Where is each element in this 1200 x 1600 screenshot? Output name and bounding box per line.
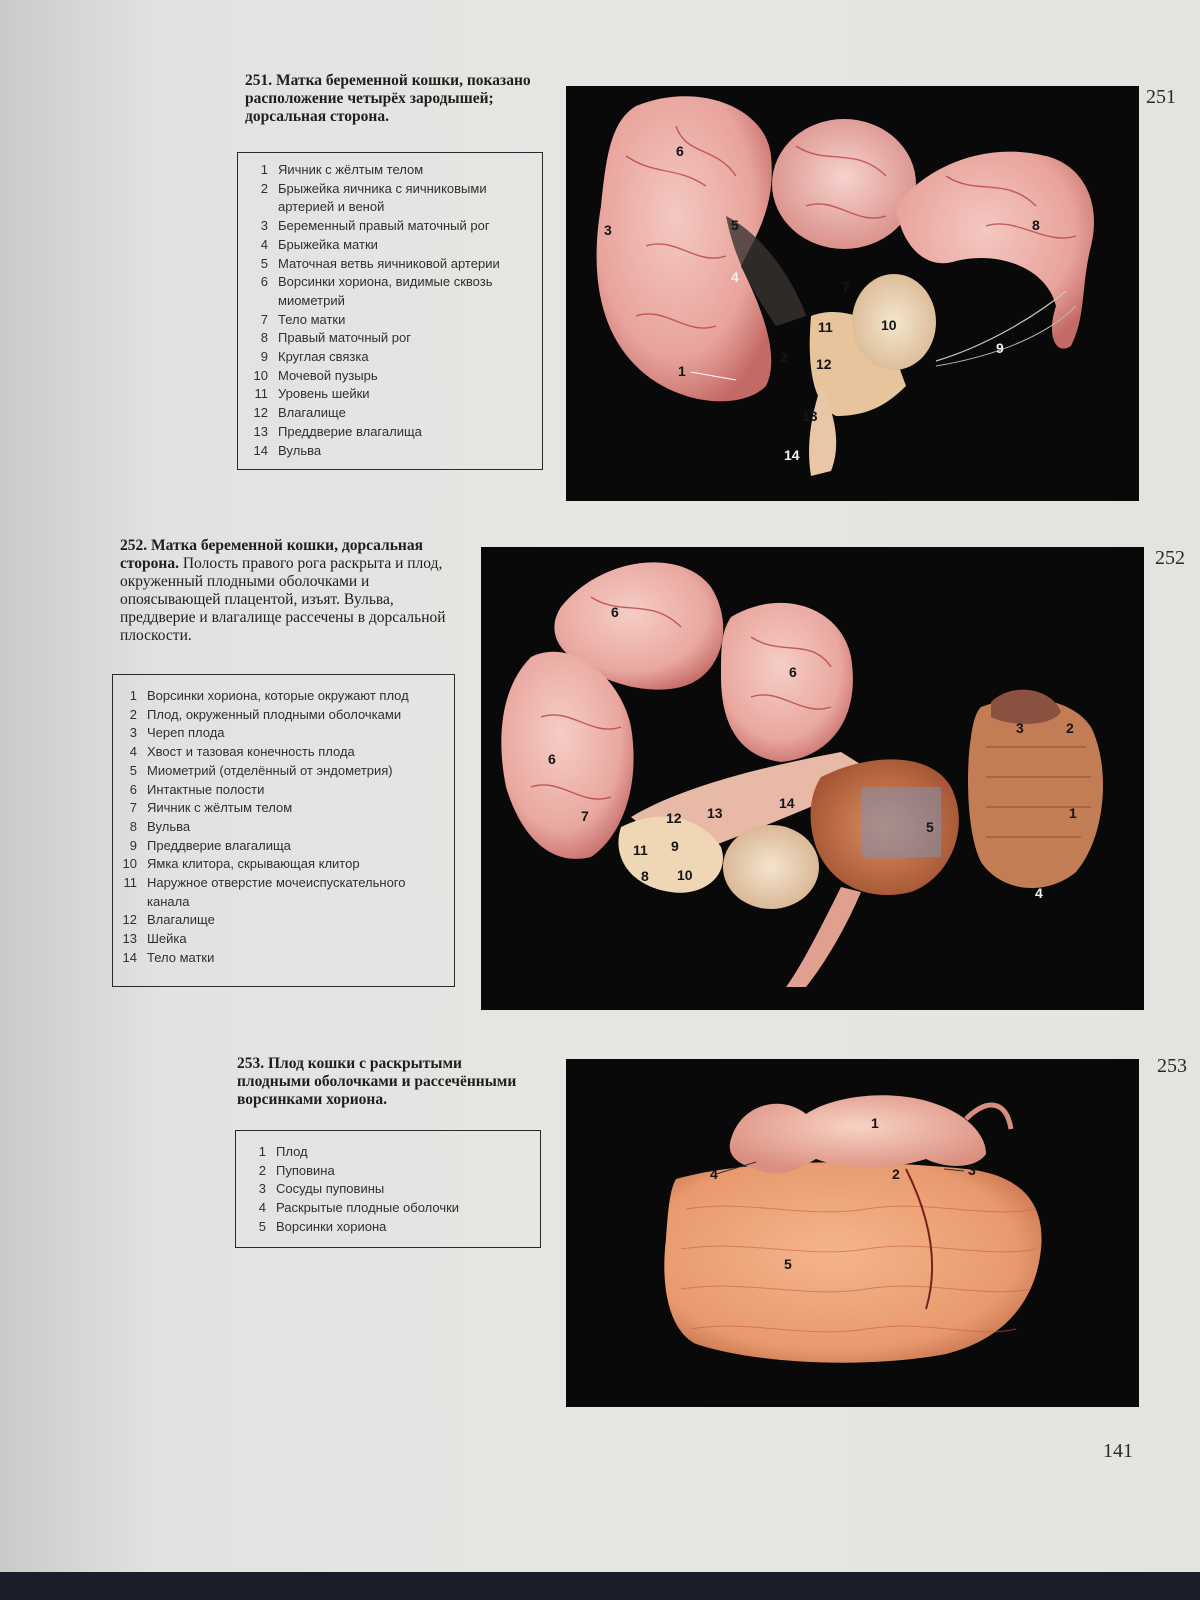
legend-text: Круглая связка: [278, 349, 369, 365]
legend-text: Влагалище: [147, 912, 215, 928]
legend-text: Пуповина: [276, 1162, 335, 1178]
legend-number: 6: [260, 274, 268, 290]
legend-text: Ворсинки хориона: [276, 1218, 387, 1234]
fig251-label-10: 10: [881, 317, 897, 333]
legend-number: 11: [254, 386, 268, 402]
fig253-number: 253: [1157, 1055, 1187, 1077]
legend-number: 14: [122, 949, 137, 965]
legend-number: 8: [129, 818, 137, 834]
legend-text: Шейка: [147, 931, 187, 947]
fig252-legend-item: [113, 930, 448, 949]
fig252-photo: [481, 547, 1144, 1010]
fig251-legend-item: [244, 367, 536, 386]
fig252-label-15: 1: [1069, 805, 1077, 821]
fig252-legend-item: [113, 799, 448, 818]
fig252-legend-item: [113, 874, 448, 911]
fig251-label-6: 2: [780, 349, 788, 365]
sac-middle: [721, 603, 853, 762]
fig252-legend-item: [113, 911, 448, 930]
fig252-label-10: 8: [641, 868, 649, 884]
fig251-legend-item: [244, 404, 536, 423]
fig253-legend-item: [242, 1180, 534, 1199]
legend-number: 10: [253, 367, 268, 383]
fig253-label-1: 1: [871, 1115, 879, 1131]
legend-text: Яичник с жёлтым телом: [278, 162, 424, 177]
fig251-label-12: 14: [784, 447, 800, 463]
fig252-label-8: 11: [633, 842, 648, 858]
legend-number: 3: [260, 218, 268, 234]
legend-text: Плод: [276, 1144, 308, 1159]
legend-number: 4: [260, 236, 268, 252]
fig252-legend-item: [113, 837, 448, 856]
bladder: [723, 825, 819, 909]
legend-text: Череп плода: [147, 725, 225, 741]
legend-text: Ямка клитора, скрывающая клитор: [147, 856, 360, 872]
fig251-legend-item: [244, 273, 536, 310]
legend-text: Беременный правый маточный рог: [278, 218, 490, 234]
legend-text: Хвост и тазовая конечность плода: [147, 744, 355, 760]
fig252-label-1: 6: [611, 604, 619, 620]
fig251-legend-item: [244, 311, 536, 330]
fig252-label-2: 6: [789, 664, 797, 680]
fig251-label-9: 12: [816, 356, 832, 372]
legend-number: 13: [253, 423, 268, 439]
fig253-legend-item: [242, 1199, 534, 1218]
fig252-number: 252: [1155, 547, 1185, 569]
legend-text: Плод, окруженный плодными оболочками: [147, 706, 402, 722]
legend-number: 1: [260, 162, 268, 177]
legend-text: Интактные полости: [147, 781, 265, 797]
legend-number: 3: [129, 725, 137, 741]
fig253-legend-item: [242, 1162, 534, 1181]
legend-text: Вульва: [278, 442, 322, 458]
fig253-photo: [566, 1059, 1139, 1407]
fig251-legend-item: [244, 255, 536, 274]
legend-text: Сосуды пуповины: [276, 1181, 385, 1197]
fig251-legend-item: [244, 180, 536, 217]
fig252-label-13: 3: [1016, 720, 1024, 736]
fig253-legend-item: [242, 1218, 534, 1237]
legend-number: 4: [129, 744, 137, 760]
legend-number: 4: [258, 1200, 266, 1216]
fig252-legend-item: [113, 706, 448, 725]
legend-text: Влагалище: [278, 405, 346, 421]
legend-text: Миометрий (отделённый от эндометрия): [147, 762, 393, 778]
fig251-label-4: 4: [731, 269, 739, 285]
page-number: 141: [1103, 1440, 1133, 1462]
fig252-label-6: 13: [707, 805, 723, 821]
legend-number: 9: [260, 349, 268, 365]
legend-text: Мочевой пузырь: [278, 367, 378, 383]
fig252-legend: [112, 674, 455, 987]
fig252-legend-item: [113, 743, 448, 762]
legend-text: Маточная ветвь яичниковой артерии: [278, 255, 500, 271]
fig252-label-16: 4: [1035, 885, 1043, 901]
fetal-sac-middle: [772, 119, 916, 249]
legend-number: 9: [129, 837, 137, 853]
fig252-legend-item: [113, 855, 448, 874]
legend-number: 5: [260, 255, 268, 271]
legend-number: 11: [123, 875, 137, 891]
fig251-legend-item: [244, 348, 536, 367]
fig251-label-7: 7: [842, 279, 850, 295]
fig252-label-14: 2: [1066, 720, 1074, 736]
legend-text: Ворсинки хориона, видимые сквозь миометрий: [278, 274, 493, 308]
fig251-legend-item: [244, 385, 536, 404]
fig252-label-11: 10: [677, 867, 693, 883]
fetal-head: [991, 690, 1061, 724]
legend-text: Тело матки: [278, 311, 346, 327]
fig253-caption: 253. Плод кошки с раскрытыми плодными оболочками и рассечёнными ворсинками хориона.: [237, 1055, 517, 1108]
fetus: [730, 1095, 986, 1173]
fig252-legend-item: [113, 724, 448, 743]
fig253-label-4: 3: [968, 1162, 976, 1178]
fig252-label-9: 9: [671, 838, 679, 854]
fig251-legend-item: [244, 423, 536, 442]
legend-text: Преддверие влагалища: [147, 837, 291, 853]
legend-number: 5: [129, 762, 137, 778]
legend-text: Преддверие влагалища: [278, 423, 422, 439]
fig253-legend-item: [242, 1143, 534, 1162]
fig252-legend-item: [113, 949, 448, 968]
fig251-legend-item: [244, 442, 536, 461]
legend-number: 12: [122, 912, 137, 928]
fig252-legend-item: [113, 687, 448, 706]
fig251-legend-item: [244, 217, 536, 236]
legend-text: Брыжейка матки: [278, 236, 378, 252]
fig253-label-5: 5: [784, 1256, 792, 1272]
fig252-legend-item: [113, 818, 448, 837]
fig252-legend-item: [113, 781, 448, 800]
fig251-legend-item: [244, 161, 536, 180]
fig253-label-3: 2: [892, 1166, 900, 1182]
legend-text: Наружное отверстие мочеиспускательного канала: [147, 875, 406, 909]
fig251-label-14: 9: [996, 340, 1004, 356]
legend-text: Яичник с жёлтым телом: [147, 800, 293, 816]
fig251-label-3: 5: [731, 217, 739, 233]
fig252-label-4: 7: [581, 808, 589, 824]
legend-number: 12: [253, 405, 268, 421]
table-surface: [0, 1572, 1200, 1600]
fig251-legend-item: [244, 329, 536, 348]
fig252-legend-item: [113, 762, 448, 781]
legend-number: 7: [260, 311, 268, 327]
chorionic-villi: [664, 1162, 1041, 1362]
fig253-label-2: 4: [710, 1166, 718, 1182]
legend-number: 6: [129, 781, 137, 797]
legend-number: 2: [129, 706, 137, 722]
legend-text: Уровень шейки: [278, 386, 370, 402]
fig252-label-3: 6: [548, 751, 556, 767]
fig252-label-5: 12: [666, 810, 682, 826]
legend-number: 10: [122, 856, 137, 872]
legend-number: 1: [129, 688, 137, 703]
fig252-label-12: 5: [926, 819, 934, 835]
fig252-caption: 252. Матка беременной кошки, дорсальная сторона. Полость правого рога раскрыта и плод, окруженный плодными оболочками и опоясывающей плацентой, изъят. Вульва, преддверие и влагалище рассечены в дорсальной плоскости.: [120, 537, 446, 644]
legend-text: Вульва: [147, 818, 191, 834]
fig251-number: 251: [1146, 86, 1176, 108]
fig251-legend: [237, 152, 543, 470]
legend-text: Ворсинки хориона, которые окружают плод: [147, 688, 409, 703]
legend-number: 1: [258, 1144, 266, 1159]
fetus-tail: [966, 1105, 1011, 1129]
legend-number: 13: [122, 931, 137, 947]
legend-number: 14: [253, 442, 268, 458]
fig253-legend: [235, 1130, 541, 1248]
fig251-label-11: 13: [802, 408, 818, 424]
fig251-label-1: 6: [676, 143, 684, 159]
fig252-label-7: 14: [779, 795, 795, 811]
fig251-legend-item: [244, 236, 536, 255]
legend-number: 8: [260, 330, 268, 346]
legend-number: 2: [260, 180, 268, 196]
legend-text: Правый маточный рог: [278, 330, 411, 346]
legend-number: 5: [258, 1218, 266, 1234]
fetus-with-membranes: [968, 699, 1103, 888]
fig251-label-2: 3: [604, 222, 612, 238]
legend-number: 7: [129, 800, 137, 816]
fig251-photo: [566, 86, 1139, 501]
legend-number: 3: [258, 1181, 266, 1197]
legend-text: Брыжейка яичника с яичниковыми артерией и веной: [278, 180, 487, 215]
fig251-caption: 251. Матка беременной кошки, показано расположение четырёх зародышей; дорсальная сторона.: [245, 72, 531, 125]
sac-left-large: [501, 652, 633, 859]
legend-text: Раскрытые плодные оболочки: [276, 1200, 460, 1216]
fig251-label-13: 8: [1032, 217, 1040, 233]
fig251-label-8: 11: [818, 319, 833, 335]
fig251-label-5: 1: [678, 363, 686, 379]
legend-text: Тело матки: [147, 949, 215, 965]
legend-number: 2: [258, 1162, 266, 1178]
